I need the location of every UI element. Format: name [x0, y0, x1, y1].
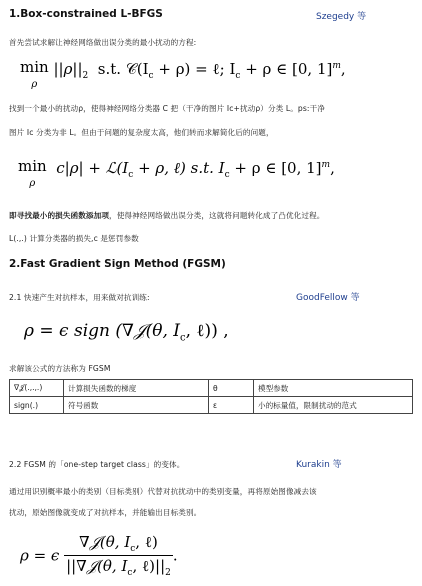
table-cell: sign(.) — [10, 397, 64, 414]
section1-note: L(.,.) 计算分类器的损失,c 是惩罚参数 — [9, 234, 139, 243]
table-cell: 计算损失函数的梯度 — [64, 380, 209, 397]
subsection-2-1: 2.1 快速产生对抗样本，用来做对抗训练: — [9, 293, 150, 302]
subsection-2-2-author: Kurakin 等 — [296, 460, 342, 470]
equation-variant: ρ = ϵ $\frac{\nabla 𝒥(\theta, I_c, \ell)}{||\nabla 𝒥(\theta, I_c, \ell)||_2}$ . — [20, 533, 178, 578]
section2-para-line1: 通过用识别概率最小的类别（目标类别）代替对抗扰动中的类别变量，再将原始图像减去该 — [9, 487, 317, 496]
section1-conclusion — [9, 210, 324, 221]
equation-fgsm: ρ = ϵ sign (∇𝒥(θ, $I_c$, ℓ)) , — [24, 321, 229, 344]
method-text: 求解该公式的方法称为 FGSM — [9, 364, 111, 373]
section1-explain-line1: 找到一个最小的扰动ρ，使得神经网络分类器 C 把（干净的图片 Ic+扰动ρ）分类 L。ps:干净 — [9, 104, 325, 113]
table-cell: 模型参数 — [254, 380, 413, 397]
section1-title: 1.Box-constrained L-BFGS — [9, 8, 163, 20]
parameter-table — [9, 379, 413, 414]
section2-para-line2: 扰动，原始图像就变成了对抗样本，并能输出目标类别。 — [9, 508, 202, 517]
section1-author: Szegedy 等 — [316, 12, 367, 22]
table-cell: 符号函数 — [64, 397, 209, 414]
equation-2: min ρ $c|\rho| + ℒ(I_c + \rho$, ℓ) s.t. $I_c + \rho$ ∈ [0, 1]$^m$, — [18, 157, 335, 189]
table-cell: 小的标量值，限制扰动的范式 — [254, 397, 413, 414]
bold-lead: 即寻找最小的损失函数添加项 — [9, 211, 110, 220]
subsection-2-2: 2.2 FGSM 的「one-step target class」的变体。 — [9, 460, 185, 469]
table-row — [10, 380, 413, 397]
table-cell: ε — [209, 397, 254, 414]
section1-intro: 首先尝试求解让神经网络做出误分类的最小扰动的方程: — [9, 38, 197, 47]
table-cell: ∇𝒥(.,.,.) — [10, 380, 64, 397]
section1-explain-line2: 图片 Ic 分类为非 L。但由于问题的复杂度太高，他们转而求解简化后的问题， — [9, 128, 274, 137]
subsection-2-1-author: GoodFellow 等 — [296, 293, 360, 303]
equation-1: min ρ $||\rho||_2$ s.t. $𝒞(I_c + \rho)$ = ℓ; $I_c + \rho$ ∈ [0, 1]$^m$, — [20, 58, 346, 90]
table-cell: θ — [209, 380, 254, 397]
section2-title: 2.Fast Gradient Sign Method (FGSM) — [9, 258, 226, 270]
conclusion-rest: ，使得神经网络做出误分类，这就将问题转化成了凸优化过程。 — [109, 211, 325, 220]
table-row — [10, 397, 413, 414]
